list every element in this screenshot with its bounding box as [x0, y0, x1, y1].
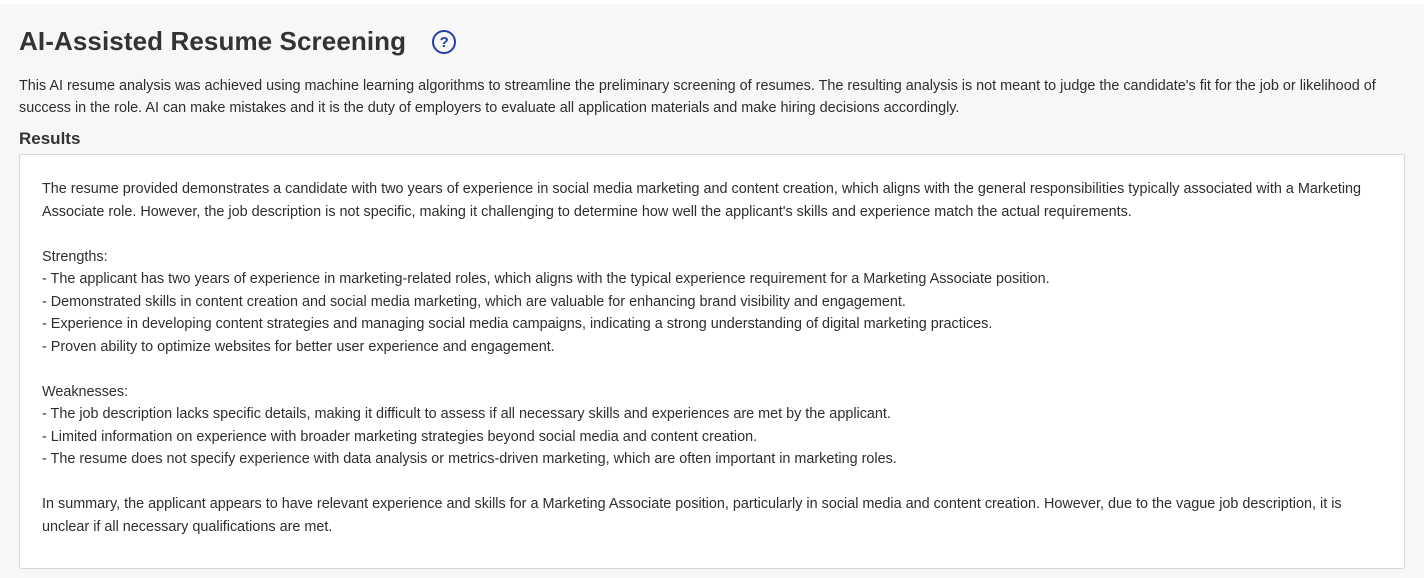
strength-item: - Proven ability to optimize websites for better user experience and engagement. — [42, 338, 555, 355]
strength-item: - The applicant has two years of experience in marketing-related roles, which aligns with the typical experience requirement for a Marketing Associate position. — [42, 271, 1050, 287]
page-title: AI-Assisted Resume Screening — [19, 25, 407, 56]
ai-screening-panel — [0, 4, 1424, 578]
strength-item: - Demonstrated skills in content creation and social media marketing, which are valuable for enhancing brand visibility and engagement. — [42, 293, 906, 310]
results-heading: Results — [19, 129, 81, 148]
results-intro: The resume provided demonstrates a candidate with two years of experience in social media marketing and content creation, which aligns with the general responsibilities typically associated with a Marketing Associate role. However, the job description is not specific, making it challenging to determine how well the applicant's skills and experience match the actual requirements. — [42, 181, 1362, 220]
help-symbol: ? — [439, 33, 449, 51]
question-circle-icon[interactable] — [432, 30, 456, 54]
results-box — [19, 154, 1405, 569]
spacer — [42, 358, 1382, 381]
strengths-heading: Strengths: — [42, 248, 108, 265]
spacer — [42, 223, 1382, 246]
disclaimer-text: This AI resume analysis was achieved using machine learning algorithms to streamline the preliminary screening of resumes. The resulting analysis is not meant to judge the candidate's fit for the job or likelihood of success in the role. AI can make mistakes and it is the duty of employers to evaluate all application materials and make hiring decisions accordingly. — [19, 78, 1376, 116]
strength-item: - Experience in developing content strategies and managing social media campaigns, indicating a strong understanding of digital marketing practices. — [42, 316, 993, 332]
weaknesses-heading: Weaknesses: — [42, 383, 129, 400]
results-summary: In summary, the applicant appears to have relevant experience and skills for a Marketing Associate position, particularly in social media and content creation. However, due to the vague job description, it is unclear if all necessary qualifications are met. — [42, 496, 1342, 535]
title-row — [19, 24, 1405, 58]
weakness-item: - The job description lacks specific details, making it difficult to assess if all necessary skills and experiences are met by the applicant. — [42, 406, 891, 422]
weakness-item: - Limited information on experience with broader marketing strategies beyond social media and content creation. — [42, 428, 758, 445]
weakness-item: - The resume does not specify experience with data analysis or metrics-driven marketing, which are often important in marketing roles. — [42, 451, 897, 467]
spacer — [42, 471, 1382, 494]
